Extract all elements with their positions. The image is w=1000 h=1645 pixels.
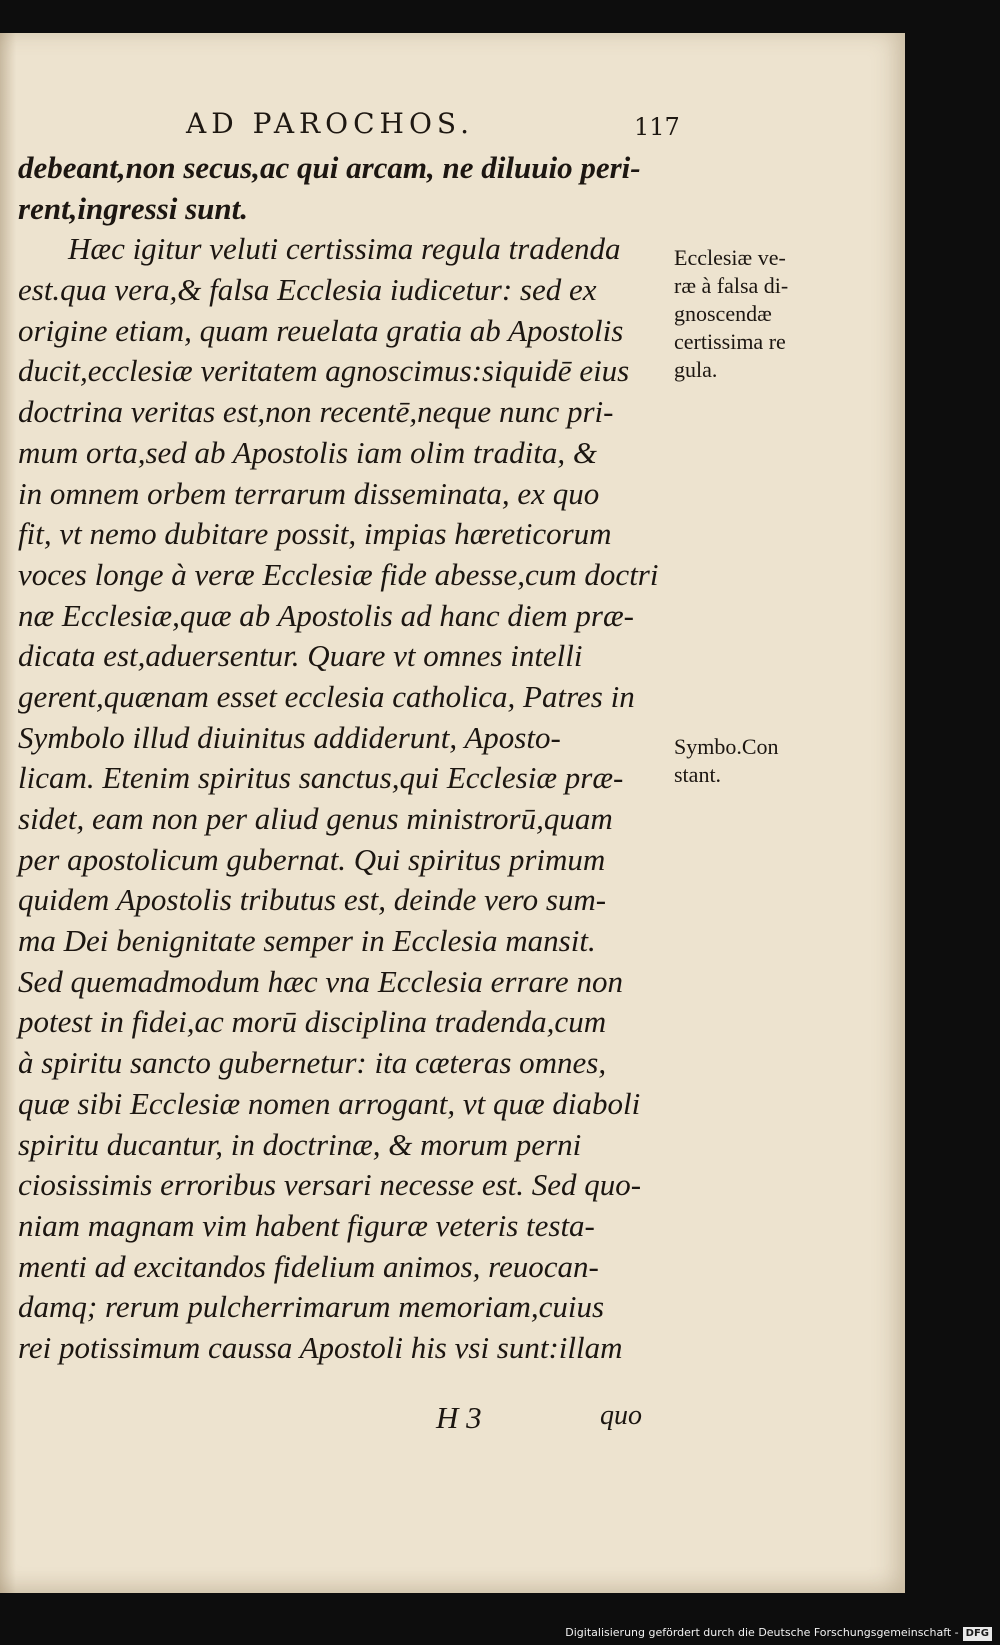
text-line: est.qua vera,& falsa Ecclesia iudicetur: sed ex xyxy=(18,272,597,308)
text-line: ducit,ecclesiæ veritatem agnoscimus:siquidē eius xyxy=(18,353,630,389)
text-line: per apostolicum gubernat. Qui spiritus primum xyxy=(18,841,606,877)
text-line: ciosissimis erroribus versari necesse est. Sed quo- xyxy=(18,1167,642,1203)
text-line: ma Dei benignitate semper in Ecclesia mansit. xyxy=(18,923,596,959)
text-line: rei potissimum caussa Apostoli his vsi sunt:illam xyxy=(18,1329,623,1365)
marginal-note xyxy=(674,733,824,789)
text-line: doctrina veritas est,non recentē,neque nunc pri- xyxy=(18,394,614,430)
main-text-block xyxy=(18,148,673,1369)
marginal-note-line: ræ à falsa di- xyxy=(674,273,789,298)
text-line: voces longe à veræ Ecclesiæ fide abesse,cum doctri xyxy=(18,556,659,592)
text-line: niam magnam vim habent figuræ veteris testa- xyxy=(18,1207,595,1243)
text-line: quidem Apostolis tributus est, deinde vero sum- xyxy=(18,882,607,918)
text-line: in omnem orbem terrarum disseminata, ex quo xyxy=(18,475,600,511)
marginal-note-line: gula. xyxy=(674,357,718,382)
page-gutter-shadow xyxy=(0,33,16,1593)
running-header xyxy=(186,107,706,143)
text-line: rent,ingressi sunt. xyxy=(18,190,249,226)
marginal-note-line: stant. xyxy=(674,762,722,787)
text-line: Hæc igitur veluti certissima regula tradenda xyxy=(68,231,621,267)
text-line: spiritu ducantur, in doctrinæ, & morum perni xyxy=(18,1126,582,1162)
text-line: næ Ecclesiæ,quæ ab Apostolis ad hanc diem præ- xyxy=(18,597,634,633)
text-line: fit, vt nemo dubitare possit, impias hæreticorum xyxy=(18,516,612,552)
text-line: origine etiam, quam reuelata gratia ab Apostolis xyxy=(18,312,624,348)
text-line: menti ad excitandos fidelium animos, reuocan- xyxy=(18,1248,599,1284)
marginal-note-line: Symbo.Con xyxy=(674,734,779,759)
dfg-logo: DFG xyxy=(963,1627,992,1641)
text-line: damq; rerum pulcherrimarum memoriam,cuius xyxy=(18,1289,605,1325)
digitization-credit xyxy=(565,1625,992,1641)
text-line: à spiritu sancto gubernetur: ita cæteras omnes, xyxy=(18,1045,607,1081)
text-line: debeant,non secus,ac qui arcam, ne diluuio peri- xyxy=(18,150,641,185)
text-line: gerent,quænam esset ecclesia catholica, Patres in xyxy=(18,678,635,714)
text-line: quæ sibi Ecclesiæ nomen arrogant, vt quæ diaboli xyxy=(18,1085,641,1121)
catchword: quo xyxy=(600,1400,642,1431)
signature-mark: H 3 xyxy=(436,1400,482,1435)
credit-text: Digitalisierung gefördert durch die Deutsche Forschungsgemeinschaft - xyxy=(565,1626,959,1639)
marginal-note-line: Ecclesiæ ve- xyxy=(674,245,786,270)
marginal-note-line: gnoscendæ xyxy=(674,301,772,326)
text-line: Symbolo illud diuinitus addiderunt, Aposto- xyxy=(18,719,561,755)
text-line: sidet, eam non per aliud genus ministrorū,quam xyxy=(18,801,613,836)
running-title: AD PAROCHOS. xyxy=(186,107,474,140)
text-line: dicata est,aduersentur. Quare vt omnes intelli xyxy=(18,638,583,674)
marginal-note xyxy=(674,244,824,384)
text-line: Sed quemadmodum hæc vna Ecclesia errare non xyxy=(18,963,623,999)
text-line: potest in fidei,ac morū disciplina tradenda,cum xyxy=(18,1004,607,1040)
page-number: 117 xyxy=(634,113,680,141)
text-line: mum orta,sed ab Apostolis iam olim tradita, & xyxy=(18,434,597,470)
marginal-note-line: certissima re xyxy=(674,329,786,354)
text-line: licam. Etenim spiritus sanctus,qui Ecclesiæ præ- xyxy=(18,760,624,796)
